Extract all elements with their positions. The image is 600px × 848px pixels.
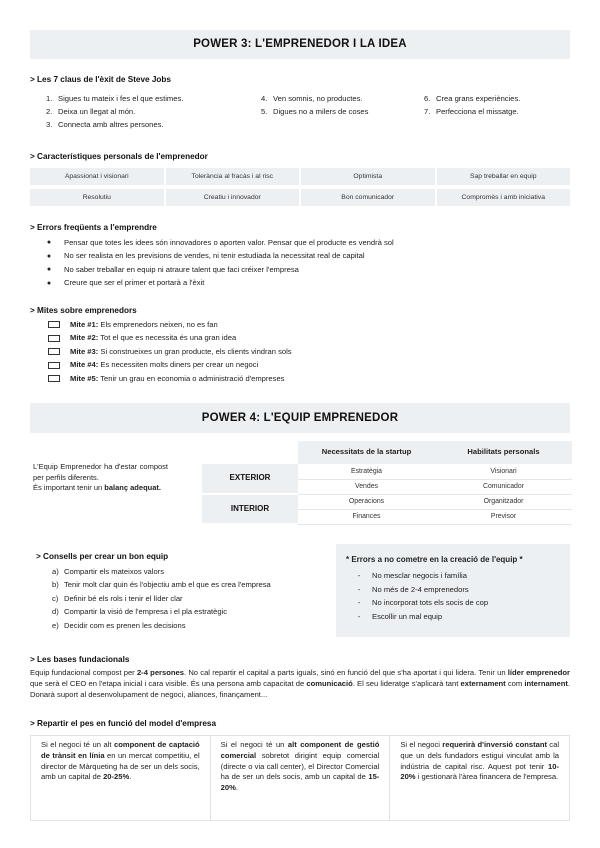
exterior-label: EXTERIOR	[202, 464, 298, 494]
errors-list	[34, 236, 564, 290]
bases-paragraph: Equip fundacional compost per 2-4 persones. No cal repartir el capital a parts iguals, sinó en funció del que s'ha aportat i qui lidera. Tenir un líder emprenedor que serà el CEO en l'etapa inicial i cara visible. És una persona amb capacitat de comunicació. El seu lideratge s'aplicarà tant externament com internament. Donarà suport al desenvolupament de negoci, aliances, finançament...	[30, 668, 570, 699]
trait-chip: Sap treballar en equip	[437, 168, 571, 185]
interior-label: INTERIOR	[202, 494, 298, 524]
split-col-marketing: Si el negoci té un alt component de captació de trànsit en línia en un mercat competitiu, el director de Màrqueting ha de ser un dels socis, amb un capital de 20-25%.	[41, 740, 200, 782]
team-intro-line1: L'Equip Emprenedor ha d'estar compost per perfils diferents.	[33, 462, 168, 482]
list-item: ● Creure que ser el primer et portarà a l'èxit	[34, 277, 564, 291]
team-intro-line2: És important tenir un balanç adequat.	[33, 483, 161, 492]
split-columns	[30, 735, 570, 821]
jobs-heading: > Les 7 claus de l'èxit de Steve Jobs	[30, 75, 171, 84]
bullet-icon: ●	[46, 252, 52, 260]
jobs-list-col2	[255, 93, 415, 119]
col-skills-header: Habilitats personals	[435, 441, 572, 464]
list-item: - Escollir un mal equip	[357, 611, 443, 621]
trait-chip: Tolerància al fracàs i al risc	[166, 168, 300, 185]
power4-banner	[30, 403, 570, 433]
list-item: 2. Deixa un llegat al món.	[46, 107, 136, 117]
bullet-icon: ●	[46, 279, 52, 287]
bullet-icon: ●	[46, 239, 52, 247]
traits-heading: > Característiques personals de l'emprenedor	[30, 152, 208, 161]
list-item: Mite #5: Tenir un grau en economia o administració d'empreses	[30, 372, 560, 386]
list-item: Mite #1: Els emprenedors neixen, no es fan	[30, 318, 560, 332]
split-col-investment: Si el negoci requerirà d'inversió constant cal que un dels fundadors estigui vinculat amb la indústria de capital risc. Aquest pot tenir 10-20% i gestionarà l'àrea financera de l'empresa.	[389, 736, 569, 820]
myths-list	[30, 318, 560, 386]
list-item: 5. Digues no a milers de coses	[261, 107, 369, 117]
trait-chip: Creatiu i innovador	[166, 189, 300, 206]
myths-heading: > Mites sobre emprenedors	[30, 306, 137, 315]
list-item: - No més de 2-4 emprenedors	[357, 584, 469, 594]
table-row: Vendes Comunicador	[202, 479, 572, 494]
list-item: ● No saber treballar en equip ni atraure talent que faci créixer l'empresa	[34, 263, 564, 277]
team-table	[202, 441, 572, 525]
power3-banner	[30, 30, 570, 59]
jobs-list-col1	[40, 93, 260, 132]
jobs-list-col3	[418, 93, 568, 119]
list-item: 6. Crea grans experiències.	[424, 94, 521, 104]
list-item: Mite #4: Es necessiten molts diners per crear un negoci	[30, 359, 560, 373]
list-item: e) Decidir com es prenen les decisions	[52, 620, 186, 630]
errors-heading: > Errors freqüents a l'emprendre	[30, 223, 157, 232]
checkbox-icon	[48, 321, 60, 328]
team-errors-title: * Errors a no cometre en la creació de l'equip *	[346, 555, 523, 564]
list-item: 7. Perfecciona el missatge.	[424, 107, 519, 117]
trait-chip: Apassionat i visionari	[30, 168, 164, 185]
checkbox-icon	[48, 348, 60, 355]
table-row: EXTERIOR Estratègia Visionari	[202, 464, 572, 479]
trait-chip: Resolutiu	[30, 189, 164, 206]
bullet-icon: ●	[46, 266, 52, 274]
checkbox-icon	[48, 335, 60, 342]
checkbox-icon	[48, 362, 60, 369]
team-errors-list	[346, 570, 570, 624]
bases-heading: > Les bases fundacionals	[30, 655, 130, 664]
list-item: ● Pensar que totes les idees són innovadores o aporten valor. Pensar que el producte es vendrà sol	[34, 236, 564, 250]
table-row: Finances Previsor	[202, 509, 572, 524]
list-item: 4. Ven somnis, no productes.	[261, 94, 363, 104]
trait-chip: Compromès i amb iniciativa	[437, 189, 571, 206]
split-col-commercial: Si el negoci té un alt component de gestió comercial sobretot dirigint equip comercial (directe o via call center), el Director Comercial ha de ser un dels socis, amb un capital de 15-20%.	[210, 736, 390, 820]
tips-list	[30, 565, 330, 633]
tips-heading: > Consells per crear un bon equip	[36, 552, 169, 561]
list-item: - No incorporat tots els socis de cop	[357, 598, 489, 608]
trait-chip: Optimista	[301, 168, 435, 185]
checkbox-icon	[48, 375, 60, 382]
split-heading: > Repartir el pes en funció del model d'empresa	[30, 719, 216, 728]
trait-chip: Bon comunicador	[301, 189, 435, 206]
traits-grid	[30, 168, 570, 206]
list-item: Mite #2: Tot el que es necessita és una gran idea	[30, 332, 560, 346]
list-item: c) Definir bé els rols i tenir el líder clar	[52, 593, 183, 603]
power4-title: POWER 4: L'EQUIP EMPRENEDOR	[201, 412, 399, 424]
list-item: a) Compartir els mateixos valors	[52, 566, 165, 576]
list-item: 3. Connecta amb altres persones.	[46, 120, 164, 130]
list-item: - No mesclar negocis i família	[357, 571, 467, 581]
list-item: b) Tenir molt clar quin és l'objectiu amb el que es crea l'empresa	[52, 580, 271, 590]
list-item: d) Compartir la visió de l'empresa i el pla estratègic	[52, 607, 228, 617]
power3-title: POWER 3: L'EMPRENEDOR I LA IDEA	[193, 38, 407, 50]
team-intro	[33, 462, 168, 494]
list-item: ● No ser realista en les previsions de vendes, ni tenir estudiada la necessitat real de capital	[34, 250, 564, 264]
table-row: INTERIOR Operacions Organitzador	[202, 494, 572, 509]
team-errors-box	[336, 544, 570, 637]
list-item: 1. Sigues tu mateix i fes el que estimes.	[46, 94, 184, 104]
col-needs-header: Necessitats de la startup	[298, 441, 435, 464]
list-item: Mite #3: Si construeixes un gran producte, els clients vindran sols	[30, 345, 560, 359]
